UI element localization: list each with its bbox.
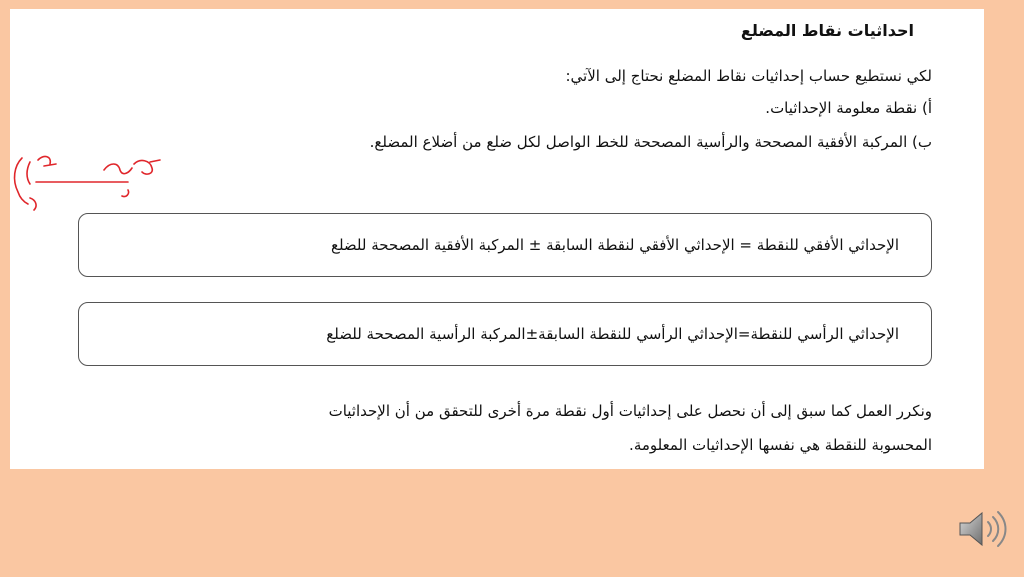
intro-text: لكي نستطيع حساب إحداثيات نقاط المضلع نحتاج إلى الآتي:: [565, 67, 932, 85]
speaker-icon[interactable]: [954, 505, 1008, 553]
slide-title: احداثيات نقاط المضلع: [740, 21, 914, 40]
list-item-b: ب) المركبة الأفقية المصححة والرأسية المصححة للخط الواصل لكل ضلع من أضلاع المضلع.: [369, 133, 932, 151]
formula-box-horizontal: [78, 213, 932, 277]
formula-horizontal: الإحداثي الأفقي للنقطة = الإحداثي الأفقي لنقطة السابقة ± المركبة الأفقية المصححة للضلع: [330, 236, 899, 254]
paragraph-line-2: المحسوبة للنقطة هي نفسها الإحداثيات المعلومة.: [629, 436, 932, 454]
slide-content: [10, 9, 984, 469]
formula-box-vertical: [78, 302, 932, 366]
paragraph-line-1: ونكرر العمل كما سبق إلى أن نحصل على إحداثيات أول نقطة مرة أخرى للتحقق من أن الإحداثيات: [328, 402, 932, 420]
list-item-a: أ) نقطة معلومة الإحداثيات.: [765, 99, 932, 117]
formula-vertical: الإحداثي الرأسي للنقطة=الإحداثي الرأسي للنقطة السابقة±المركبة الرأسية المصححة للضلع: [326, 325, 899, 343]
handwritten-annotation: [0, 140, 200, 230]
